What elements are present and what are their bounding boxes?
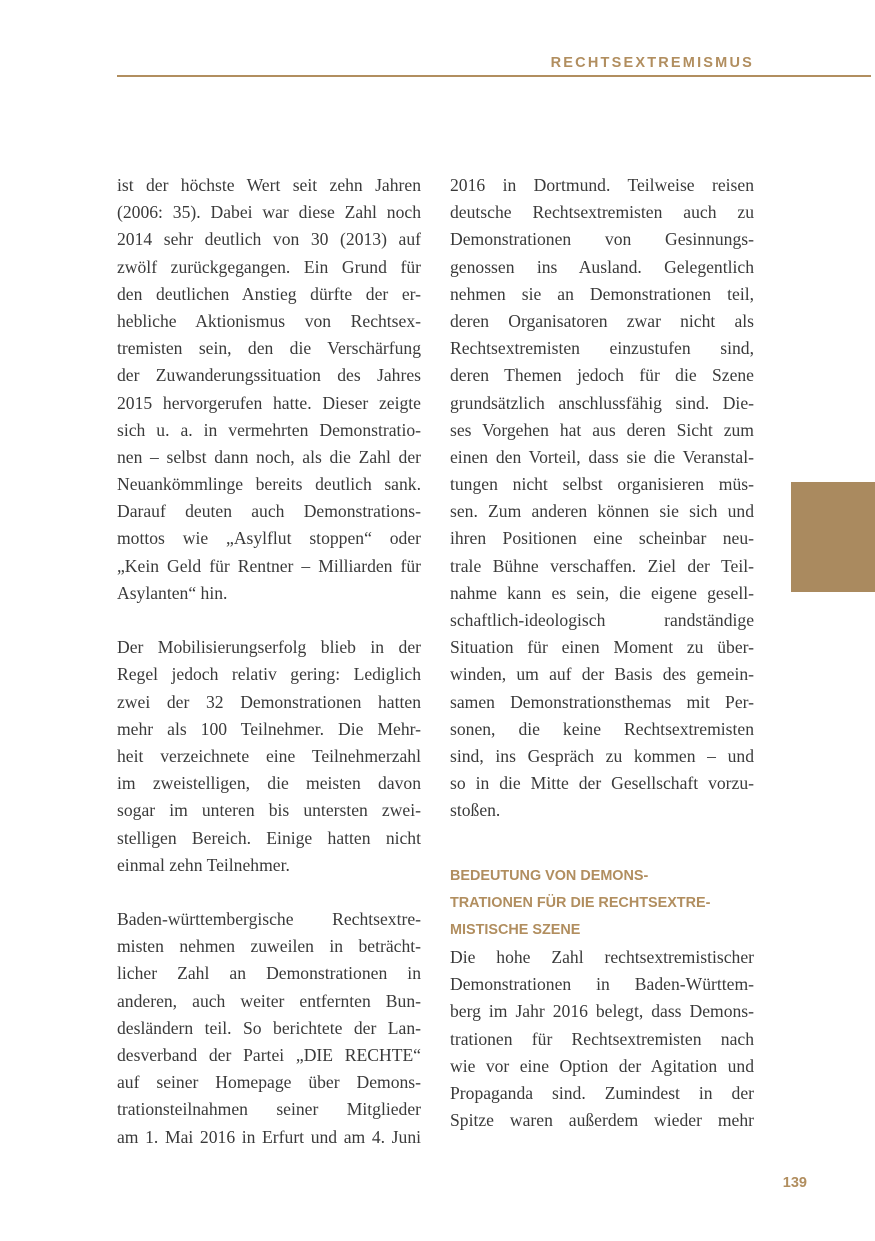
text-line: „Kein Geld für Rentner – Milliarden für [117, 555, 421, 576]
header-rule [117, 75, 871, 77]
text-line: 2016 in Dortmund. Teilweise reisen [450, 175, 754, 195]
text-line: sogar im unteren bis untersten zwei- [117, 800, 421, 821]
text-line: licher Zahl an Demonstrationen in [117, 963, 421, 984]
text-line: sind, ins Gespräch zu kommen – und [450, 745, 754, 766]
text-line: trationen für Rechtsextremisten nach [450, 1028, 754, 1049]
text-line: stoßen. [450, 800, 501, 821]
text-line: nehmen sie an Demonstrationen teil, [450, 283, 754, 304]
text-line: 2015 hervorgerufen hatte. Dieser zeigte [117, 392, 421, 413]
text-line: trationsteilnahmen seiner Mitglieder [117, 1099, 421, 1120]
text-line: schaftlich-ideologisch randständige [450, 610, 754, 630]
text-line: Neuankömmlinge bereits deutlich sank. [117, 474, 421, 495]
text-line: berg im Jahr 2016 belegt, dass Demons- [450, 1001, 754, 1022]
chapter-tab-marker [791, 482, 875, 592]
text-line: sen. Zum anderen können sie sich und [450, 501, 754, 522]
text-line: winden, um auf der Basis des gemein- [450, 664, 754, 685]
text-line: sonen, die keine Rechtsextremisten [450, 718, 754, 739]
text-line: Demonstrationen in Baden-Württem- [450, 974, 754, 995]
right-column [450, 172, 754, 1134]
text-line: wie vor eine Option der Agitation und [450, 1055, 754, 1076]
paragraph [117, 172, 421, 607]
section-subheading [450, 863, 754, 945]
text-line: Propaganda sind. Zumindest in der [450, 1083, 754, 1104]
text-line: hebliche Aktionismus von Rechtsex- [117, 310, 421, 331]
text-line: Asylanten“ hin. [117, 582, 228, 603]
text-line: Baden-württembergische Rechtsextre- [117, 909, 421, 930]
text-line: Rechtsextremisten einzustufen sind, [450, 338, 754, 359]
text-line: grundsätzlich anschlussfähig sind. Die- [450, 392, 754, 413]
text-line: Regel jedoch relativ gering: Lediglich [117, 664, 421, 685]
subheading-line: TRATIONEN FÜR DIE RECHTSEXTRE- [450, 894, 711, 911]
text-line: Demonstrationen von Gesinnungs- [450, 229, 754, 250]
text-line: sich u. a. in vermehrten Demonstratio- [117, 419, 421, 440]
text-line: mehr als 100 Teilnehmer. Die Mehr- [117, 718, 421, 739]
paragraph [450, 172, 754, 825]
text-line: Darauf deuten auch Demonstrations- [117, 501, 421, 522]
text-line: auf seiner Homepage über Demons- [117, 1072, 421, 1093]
text-line: nahme kann es sein, die eigene gesell- [450, 582, 754, 603]
text-line: am 1. Mai 2016 in Erfurt und am 4. Juni [117, 1126, 421, 1147]
text-line: deren Themen jedoch für die Szene [450, 365, 754, 386]
text-line: desverband der Partei „DIE RECHTE“ [117, 1045, 421, 1065]
text-line: zwölf zurückgegangen. Ein Grund für [117, 256, 421, 277]
text-line: nen – selbst dann noch, als die Zahl der [117, 446, 421, 467]
text-line: ist der höchste Wert seit zehn Jahren [117, 175, 421, 195]
paragraph [117, 906, 421, 1151]
text-line: den deutlichen Anstieg dürfte der er- [117, 283, 421, 304]
text-line: genossen ins Ausland. Gelegentlich [450, 256, 754, 277]
text-line: Spitze waren außerdem wieder mehr [450, 1110, 754, 1131]
text-line: zwei der 32 Demonstrationen hatten [117, 691, 421, 712]
text-line: desländern teil. So berichtete der Lan- [117, 1017, 421, 1038]
page-number: 139 [782, 1175, 807, 1191]
text-line: deren Organisatoren zwar nicht als [450, 310, 754, 331]
text-line: mottos wie „Asylflut stoppen“ oder [117, 528, 421, 549]
text-line: ses Vorgehen hat aus deren Sicht zum [450, 419, 754, 440]
text-line: samen Demonstrationsthemas mit Per- [450, 691, 754, 712]
paragraph [450, 944, 754, 1134]
text-line: der Zuwanderungssituation des Jahres [117, 365, 421, 386]
text-line: trale Bühne verschaffen. Ziel der Teil- [450, 555, 754, 576]
text-line: misten nehmen zuweilen in beträcht- [117, 936, 421, 957]
text-line: so in die Mitte der Gesellschaft vorzu- [450, 773, 754, 794]
paragraph [117, 634, 421, 879]
text-line: stelligen Bereich. Einige hatten nicht [117, 827, 421, 848]
left-column [117, 172, 421, 1151]
text-line: (2006: 35). Dabei war diese Zahl noch [117, 202, 421, 223]
text-line: Situation für einen Moment zu über- [450, 637, 754, 658]
text-line: heit verzeichnete eine Teilnehmerzahl [117, 745, 421, 766]
text-line: deutsche Rechtsextremisten auch zu [450, 202, 754, 223]
text-line: tungen nicht selbst organisieren müs- [450, 474, 754, 495]
text-line: Die hohe Zahl rechtsextremistischer [450, 947, 754, 968]
running-header-title: RECHTSEXTREMISMUS [550, 55, 754, 71]
text-line: ihren Positionen eine scheinbar neu- [450, 528, 754, 549]
text-line: 2014 sehr deutlich von 30 (2013) auf [117, 229, 421, 250]
text-line: einmal zehn Teilnehmer. [117, 854, 290, 875]
text-line: tremisten sein, den die Verschärfung [117, 338, 421, 359]
subheading-line: MISTISCHE SZENE [450, 921, 581, 938]
text-line: anderen, auch weiter entfernten Bun- [117, 990, 421, 1011]
text-line: Der Mobilisierungserfolg blieb in der [117, 637, 421, 658]
text-line: einen den Vorteil, dass sie die Veranstal- [450, 446, 754, 467]
text-line: im zweistelligen, die meisten davon [117, 773, 421, 794]
subheading-line: BEDEUTUNG VON DEMONS- [450, 867, 649, 884]
